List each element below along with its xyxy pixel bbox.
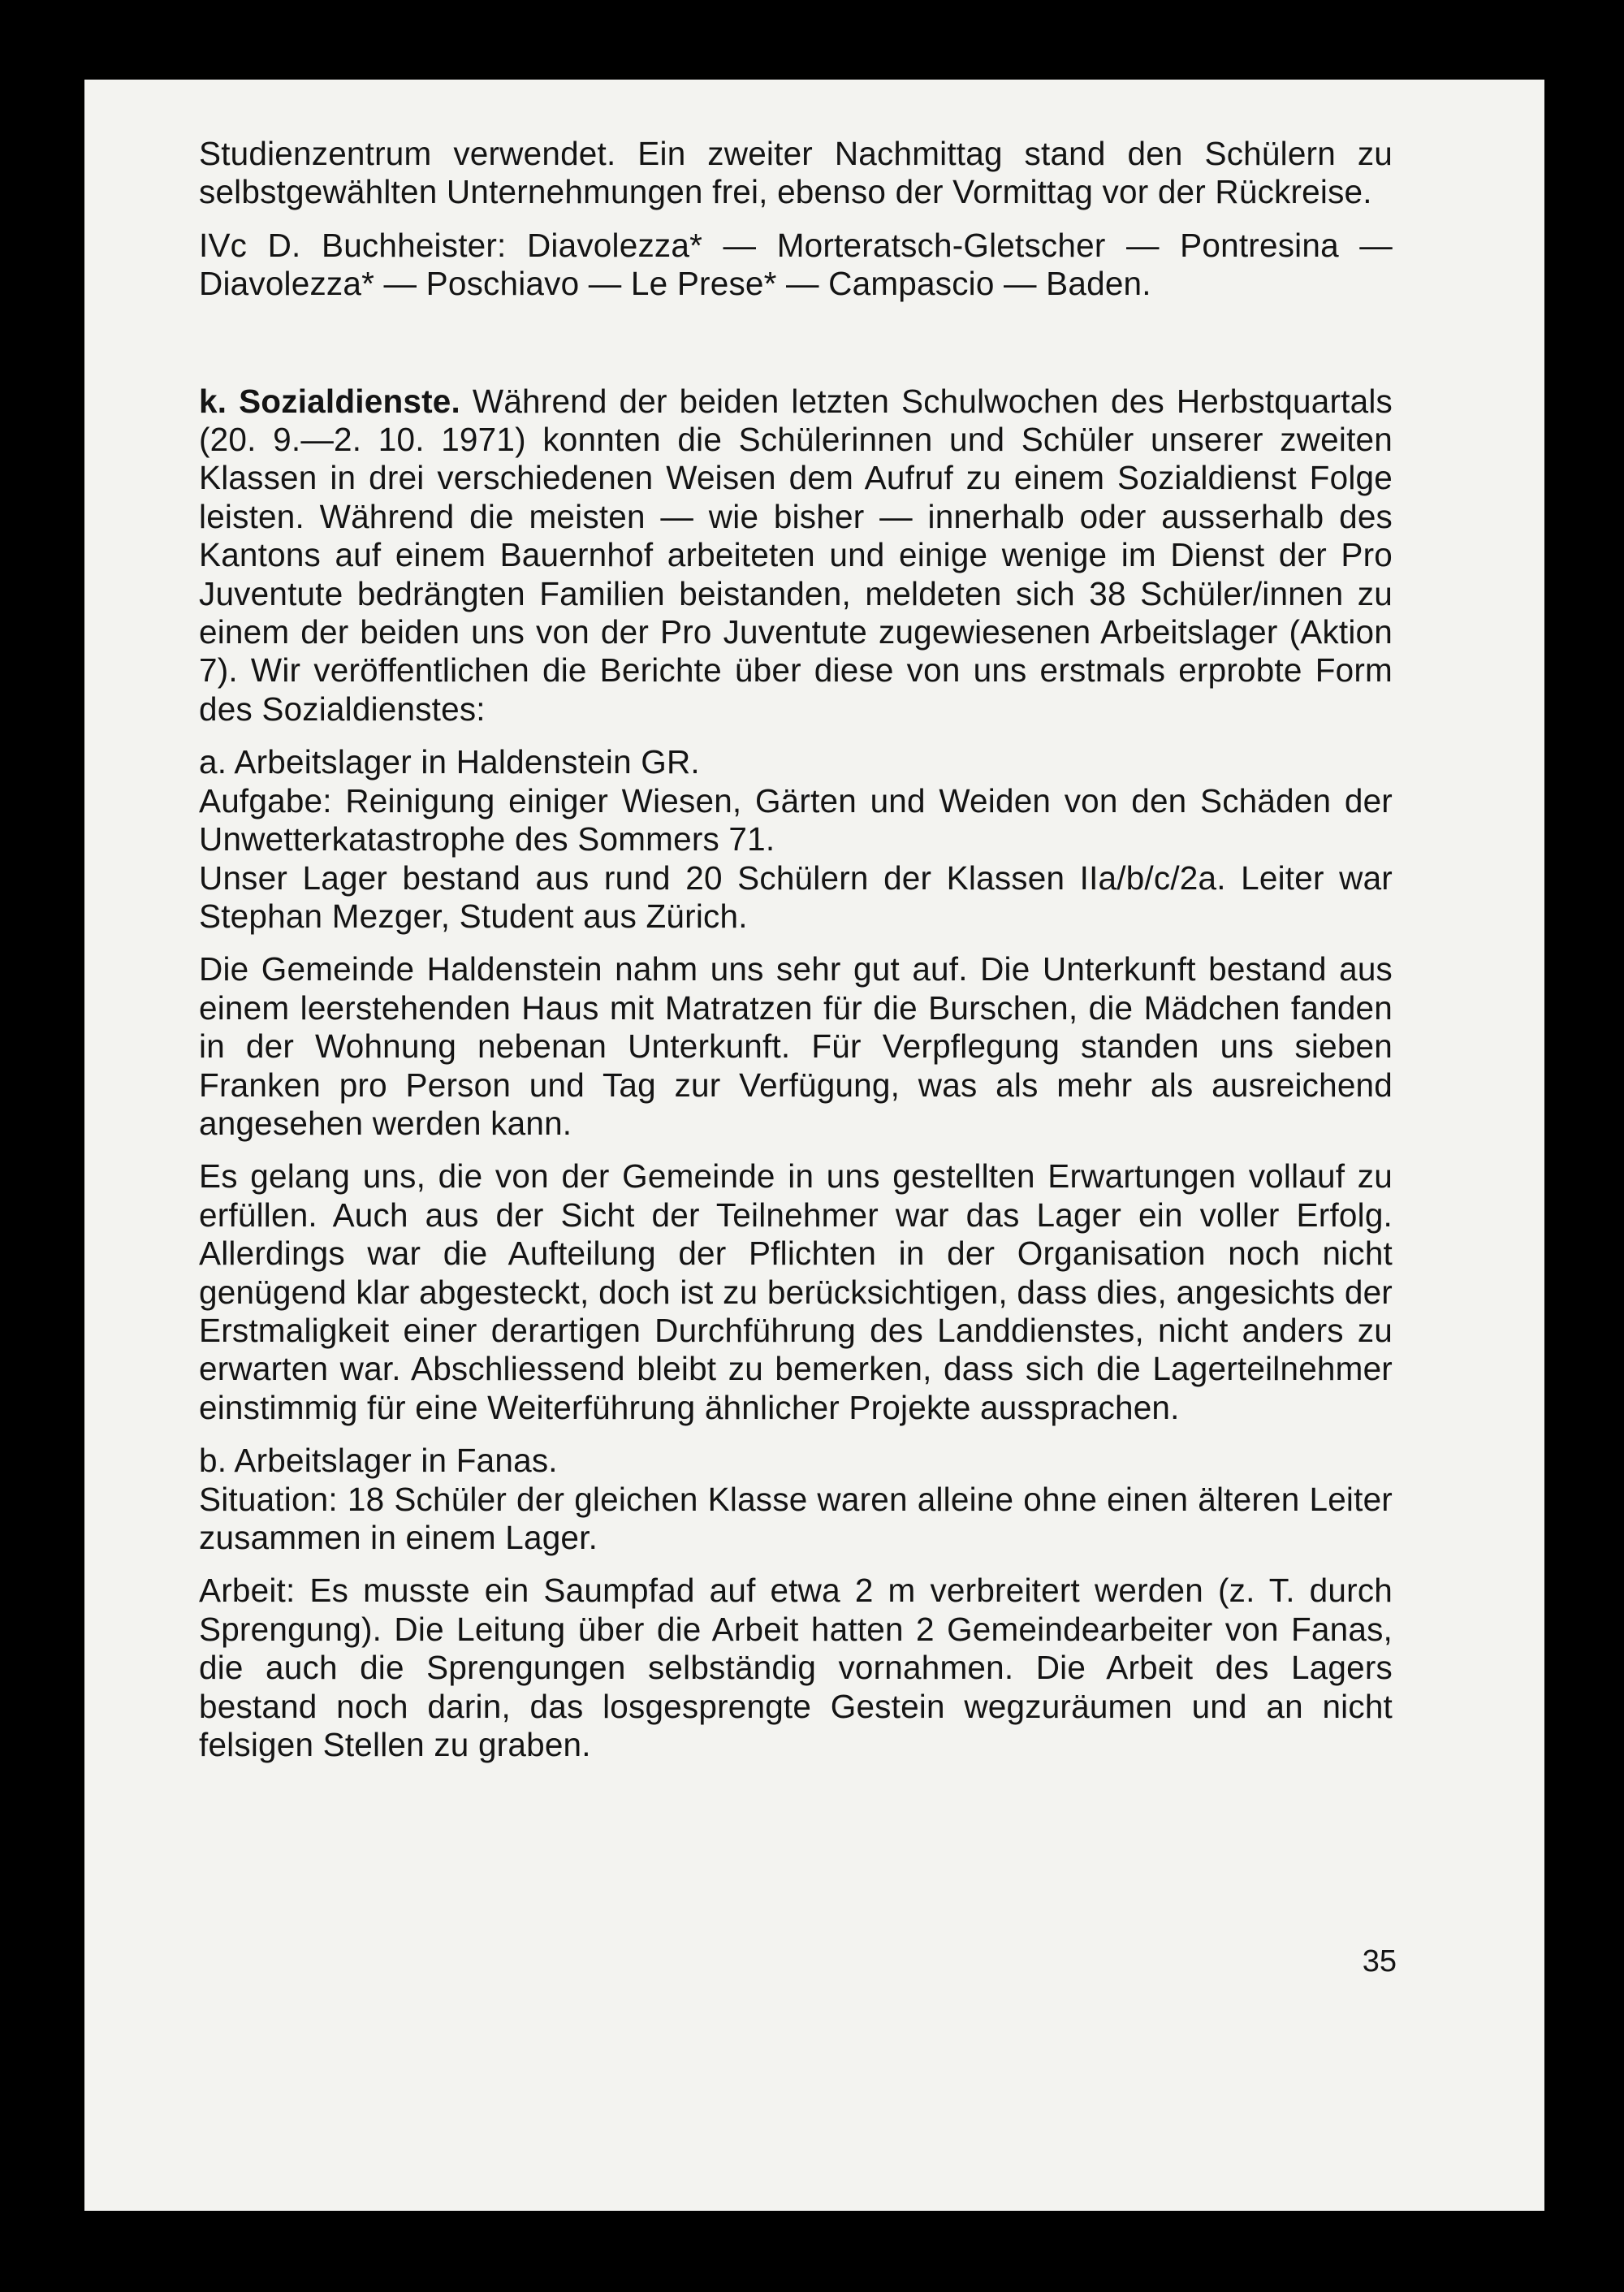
- subheading-haldenstein: a. Arbeitslager in Haldenstein GR.: [199, 743, 700, 781]
- paragraph-lager-leiter: Unser Lager bestand aus rund 20 Schülern der Klassen IIa/b/c/2a. Leiter war Stephan Mezger, Student aus Zürich.: [199, 858, 1393, 935]
- paragraph-route-ivc: IVc D. Buchheister: Diavolezza* — Morteratsch-Gletscher — Pontresina — Diavolezza* — Poschiavo — Le Prese* — Campascio — Baden.: [199, 226, 1393, 303]
- paragraph-aufgabe: Aufgabe: Reinigung einiger Wiesen, Gärten und Weiden von den Schäden der Unwetterkatastrophe des Sommers 71.: [199, 781, 1393, 858]
- body-text: [199, 135, 1393, 1764]
- paragraph-arbeit: Arbeit: Es musste ein Saumpfad auf etwa 2 m verbreitert werden (z. T. durch Sprengung). Die Leitung über die Arbeit hatten 2 Gemeindearbeiter von Fanas, die auch die Sprengungen selbständig vornahmen. Die Arbeit des Lagers bestand noch darin, das losgesprengte Gestein wegzuräumen und an nicht felsigen Stellen zu graben.: [199, 1572, 1393, 1764]
- paragraph-gemeinde-haldenstein: Die Gemeinde Haldenstein nahm uns sehr gut auf. Die Unterkunft bestand aus einem leerstehenden Haus mit Matratzen für die Burschen, die Mädchen fanden in der Wohnung nebenan Unterkunft. Für Verpflegung standen uns sieben Franken pro Person und Tag zur Verfügung, was als mehr als ausreichend angesehen werden kann.: [199, 950, 1393, 1142]
- paragraph-sozialdienste-body: Während der beiden letzten Schulwochen des Herbstquartals (20. 9.—2. 10. 1971) konnten die Schülerinnen und Schüler unserer zweiten Klassen in drei verschiedenen Weisen dem Aufruf zu einem Sozialdienst Folge leisten. Während die meisten — wie bisher — innerhalb oder ausserhalb des Kantons auf einem Bauernhof arbeiteten und einige wenige im Dienst der Pro Juventute bedrängten Familien beistanden, meldeten sich 38 Schüler/innen zu einem der beiden uns von der Pro Juventute zugewiesenen Arbeitslager (Aktion 7). Wir veröffentlichen die Berichte über diese von uns erstmals erprobte Form des Sozialdienstes:: [199, 382, 1393, 728]
- paragraph-study-center: Studienzentrum verwendet. Ein zweiter Nachmittag stand den Schülern zu selbstgewählten Unternehmungen frei, ebenso der Vormittag vor der Rückreise.: [199, 135, 1393, 211]
- paragraph-erwartungen: Es gelang uns, die von der Gemeinde in uns gestellten Erwartungen vollauf zu erfüllen. Auch aus der Sicht der Teilnehmer war das Lager ein voller Erfolg. Allerdings war die Aufteilung der Pflichten in der Organisation noch nicht genügend klar abgesteckt, doch ist zu berücksichtigen, dass dies, angesichts der Erstmaligkeit einer derartigen Durchführung des Landdienstes, nicht anders zu erwarten war. Abschliessend bleibt zu bemerken, dass sich die Lagerteilnehmer einstimmig für eine Weiterführung ähnlicher Projekte aussprachen.: [199, 1157, 1393, 1426]
- paragraph-sozialdienste: [199, 383, 1393, 729]
- page-number: 35: [1362, 1944, 1397, 1978]
- section-heading-sozialdienste: k. Sozialdienste.: [199, 382, 460, 420]
- paragraph-situation: Situation: 18 Schüler der gleichen Klasse waren alleine ohne einen älteren Leiter zusammen in einem Lager.: [199, 1480, 1393, 1556]
- subheading-fanas: b. Arbeitslager in Fanas.: [199, 1442, 558, 1480]
